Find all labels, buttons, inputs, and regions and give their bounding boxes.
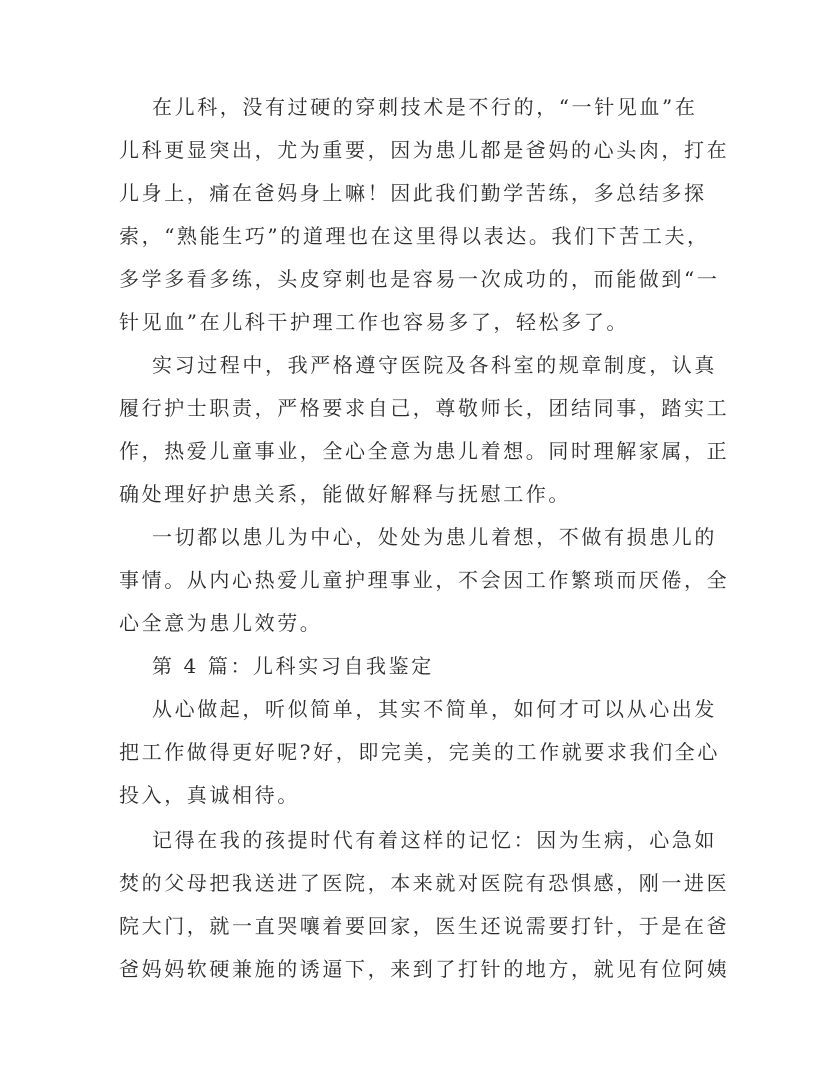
section-heading (119, 645, 739, 688)
paragraph (119, 819, 739, 991)
text-line: 把工作做得更好呢?好，即完美，完美的工作就要求我们全心 (119, 740, 720, 764)
text-line: 作，热爱儿童事业，全心全意为患儿着想。同时理解家属，正 (119, 439, 730, 463)
document-body (119, 86, 739, 991)
text-line: 事情。从内心热爱儿童护理事业，不会因工作繁琐而厌倦，全 (119, 568, 730, 592)
text-line: 多学多看多练，头皮穿刺也是容易一次成功的，而能做到“一 (119, 267, 720, 291)
text-line: 从心做起，听似简单，其实不简单，如何才可以从心出发 (152, 697, 717, 721)
text-line: 投入，真诚相待。 (119, 783, 300, 807)
paragraph (119, 688, 739, 817)
text-line: 在儿科，没有过硬的穿刺技术是不行的，“一针见血”在 (152, 95, 698, 119)
text-line: 实习过程中，我严格遵守医院及各科室的规章制度，认真 (152, 353, 717, 377)
text-line: 焚的父母把我送进了医院，本来就对医院有恐惧感，刚一进医 (119, 871, 730, 895)
text-line: 儿身上，痛在爸妈身上嘛！因此我们勤学苦练，多总结多探 (119, 181, 707, 205)
text-line: 履行护士职责，严格要求自己，尊敬师长，团结同事，踏实工 (119, 396, 730, 420)
text-line: 院大门，就一直哭嚷着要回家，医生还说需要打针，于是在爸 (119, 914, 730, 938)
text-line: 儿科更显突出，尤为重要，因为患儿都是爸妈的心头肉，打在 (119, 138, 730, 162)
text-line: 索，“熟能生巧”的道理也在这里得以表达。我们下苦工夫， (119, 224, 710, 248)
text-line: 针见血”在儿科干护理工作也容易多了，轻松多了。 (119, 310, 630, 334)
text-line: 确处理好护患关系，能做好解释与抚慰工作。 (119, 482, 571, 506)
text-line: 第 4 篇：儿科实习自我鉴定 (152, 654, 434, 678)
text-line: 爸妈妈软硬兼施的诱逼下，来到了打针的地方，就见有位阿姨 (119, 957, 730, 981)
text-line: 心全意为患儿效劳。 (119, 611, 323, 635)
text-line: 记得在我的孩提时代有着这样的记忆：因为生病，心急如 (152, 828, 717, 852)
text-line: 一切都以患儿为中心，处处为患儿着想，不做有损患儿的 (152, 525, 717, 549)
paragraph (119, 86, 739, 344)
paragraph (119, 516, 739, 645)
paragraph (119, 344, 739, 516)
